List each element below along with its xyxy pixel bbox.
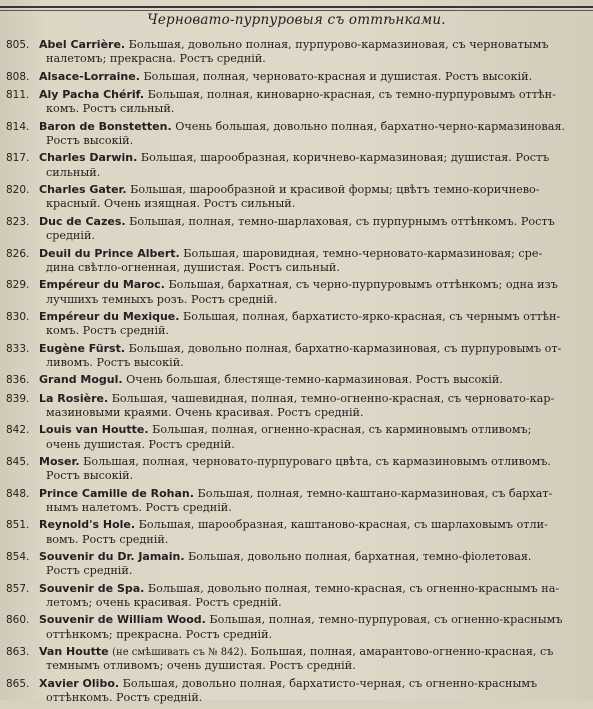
rose-name: Reynold's Hole. (39, 518, 136, 532)
entry-number: 805. (6, 39, 30, 51)
rose-entry (6, 518, 585, 546)
rose-entry (6, 487, 585, 515)
rose-entry (6, 582, 585, 610)
rose-name: La Rosière. (39, 391, 109, 405)
entry-continuation: налетомъ; прекрасна. Ростъ средній. (46, 52, 266, 66)
rose-name: Prince Camille de Rohan. (39, 486, 194, 500)
entry-continuation: ливомъ. Ростъ высокій. (46, 355, 184, 369)
rose-name: Xavier Olibo. (39, 676, 120, 690)
entry-description: Большая, довольно полная, бархатно-кармазиновая, съ пурпуровымъ от- (128, 341, 562, 355)
entry-description: Большая, полная, черновато-пурпуроваго цвѣта, съ кармазиновымъ отливомъ. (83, 455, 551, 469)
rose-entry (6, 455, 585, 483)
rose-name: Souvenir du Dr. Jamain. (39, 550, 185, 564)
entry-continuation: Ростъ высокій. (46, 134, 134, 148)
entry-number: 842. (6, 424, 30, 437)
rose-entry (6, 373, 585, 387)
rose-entry (6, 88, 585, 116)
entry-first-line (6, 645, 585, 659)
entry-continuation: летомъ; очень красивая. Ростъ средній. (46, 596, 282, 610)
section-heading: Черновато-пурпуровыя съ оттѣнками. (147, 12, 446, 28)
entry-note: (не смѣшивать съ № 842). (112, 647, 247, 659)
entry-first-line (6, 151, 585, 165)
rose-name: Empéreur du Mexique. (39, 309, 180, 323)
rose-name: Baron de Bonstetten. (39, 119, 172, 133)
rose-entry (6, 183, 585, 211)
entry-first-line (6, 342, 585, 356)
rose-name: Duc de Cazes. (39, 214, 126, 228)
entry-number: 830. (6, 310, 30, 323)
entry-continuation: оттѣнкомъ; прекрасна. Ростъ средній. (46, 627, 273, 641)
entry-number: 814. (6, 120, 30, 133)
entry-description: Большая, шарообразной и красивой формы; цвѣтъ темно-коричнево- (130, 183, 540, 197)
rose-name: Charles Gater. (39, 183, 127, 197)
entry-description: Большая, полная, темно-каштано-кармазиновая, съ бархат- (197, 486, 553, 500)
rose-name: Abel Carrière. (39, 38, 126, 51)
entry-number: 817. (6, 152, 30, 165)
rose-name: Alsace-Lorraine. (39, 69, 140, 83)
entry-number: 808. (6, 70, 30, 83)
entry-first-line (6, 455, 585, 469)
rose-entry (6, 247, 585, 275)
entry-number: 836. (6, 374, 30, 387)
rose-entry (6, 70, 585, 84)
entry-description: Очень большая, довольно полная, бархатно-черно-кармазиновая. (175, 119, 565, 133)
rose-name: Van Houtte (39, 645, 109, 659)
entry-number: 820. (6, 184, 30, 197)
rose-entry (6, 423, 585, 451)
entry-number: 854. (6, 551, 30, 564)
entry-description: Большая, полная, киноварно-красная, съ темно-пурпуровымъ оттѣн- (147, 88, 556, 102)
entry-first-line (6, 582, 585, 596)
rose-entry (6, 677, 585, 705)
entry-number: 833. (6, 342, 30, 355)
entry-description: Большая, полная, темно-шарлаховая, съ пурпурнымъ оттѣнкомъ. Ростъ (129, 214, 555, 228)
entry-continuation: очень душистая. Ростъ средній. (46, 437, 235, 451)
entry-number: 857. (6, 582, 30, 595)
entry-first-line (6, 613, 585, 627)
entry-continuation: нымъ налетомъ. Ростъ средній. (46, 501, 232, 515)
entry-number: 865. (6, 677, 30, 690)
entry-description: Большая, чашевидная, полная, темно-огненно-красная, съ черновато-кар- (111, 391, 555, 405)
rose-entry (6, 392, 585, 420)
rose-entry (6, 310, 585, 338)
top-rule (0, 6, 593, 8)
entry-first-line (6, 120, 585, 134)
entry-first-line (6, 487, 585, 501)
entry-number: 851. (6, 519, 30, 532)
entry-first-line (6, 677, 585, 691)
rose-name: Empéreur du Maroc. (39, 278, 165, 292)
entry-description: Большая, полная, черновато-красная и душистая. Ростъ высокій. (143, 69, 533, 83)
entry-description: Большая, довольно полная, бархатная, темно-фіолетовая. (188, 550, 532, 564)
rose-entry (6, 120, 585, 148)
rose-entry (6, 38, 585, 66)
entry-number: 823. (6, 215, 30, 228)
entry-continuation: темнымъ отливомъ; очень душистая. Ростъ средній. (46, 659, 356, 673)
entry-continuation: комъ. Ростъ сильный. (46, 102, 175, 116)
entry-continuation: красный. Очень изящная. Ростъ сильный. (46, 197, 296, 211)
entry-description: Большая, полная, темно-пурпуровая, съ огненно-краснымъ (209, 613, 563, 627)
entry-description: Большая, довольно полная, бархатисто-черная, съ огненно-краснымъ (122, 676, 538, 690)
entry-description: Большая, полная, бархатисто-ярко-красная, съ чернымъ оттѣн- (183, 309, 561, 323)
rose-name: Moser. (39, 455, 80, 469)
rose-entry (6, 342, 585, 370)
entry-description: Большая, довольно полная, темно-красная, съ огненно-краснымъ на- (147, 581, 560, 595)
entry-number: 829. (6, 279, 30, 292)
entry-number: 811. (6, 89, 30, 102)
entry-number: 848. (6, 487, 30, 500)
entry-first-line (6, 310, 585, 324)
entry-first-line (6, 550, 585, 564)
rose-entry (6, 151, 585, 179)
entry-first-line (6, 247, 585, 261)
entry-description: Большая, шарообразная, каштаново-красная, съ шарлаховымъ отли- (138, 518, 548, 532)
top-rule-thin (0, 10, 593, 11)
entry-number: 839. (6, 392, 30, 405)
entry-description: Большая, довольно полная, пурпурово-кармазиновая, съ черноватымъ (128, 38, 549, 51)
entry-continuation: лучшихъ темныхъ розъ. Ростъ средній. (46, 292, 278, 306)
entry-description: Очень большая, блестяще-темно-кармазиновая. Ростъ высокій. (126, 373, 503, 387)
entry-continuation: дина свѣтло-огненная, душистая. Ростъ сильный. (46, 260, 340, 274)
entry-continuation: комъ. Ростъ средній. (46, 324, 170, 338)
entry-number: 845. (6, 456, 30, 469)
entry-first-line (6, 278, 585, 292)
entry-continuation: сильный. (46, 165, 101, 179)
entry-continuation: оттѣнкомъ. Ростъ средній. (46, 691, 203, 705)
rose-entry (6, 613, 585, 641)
rose-name: Souvenir de Spa. (39, 581, 145, 595)
rose-name: Eugène Fürst. (39, 341, 126, 355)
rose-entry (6, 215, 585, 243)
rose-name: Grand Mogul. (39, 373, 123, 387)
entry-first-line (6, 423, 585, 437)
entry-description: Большая, полная, амарантово-огненно-красная, съ (250, 645, 554, 659)
entry-continuation: мазиновыми краями. Очень красивая. Ростъ средній. (46, 405, 364, 419)
entry-continuation: Ростъ высокій. (46, 469, 134, 483)
rose-name: Souvenir de William Wood. (39, 613, 206, 627)
entry-first-line (6, 38, 585, 52)
rose-name: Charles Darwin. (39, 151, 138, 165)
entry-description: Большая, шаровидная, темно-черновато-кармазиновая; сре- (183, 246, 543, 260)
entry-first-line (6, 215, 585, 229)
entry-continuation: вомъ. Ростъ средній. (46, 532, 169, 546)
entry-first-line (6, 392, 585, 406)
entry-continuation: Ростъ средній. (46, 564, 133, 578)
entry-first-line (6, 88, 585, 102)
entry-description: Большая, полная, огненно-красная, съ карминовымъ отливомъ; (152, 423, 532, 437)
rose-entry (6, 278, 585, 306)
rose-list (6, 38, 585, 709)
entry-first-line (6, 518, 585, 532)
entry-number: 826. (6, 247, 30, 260)
entry-first-line (6, 183, 585, 197)
rose-entry (6, 645, 585, 673)
rose-name: Louis van Houtte. (39, 423, 149, 437)
entry-first-line (6, 70, 585, 84)
entry-description: Большая, шарообразная, коричнево-кармазиновая; душистая. Ростъ (140, 151, 550, 165)
entry-number: 860. (6, 614, 30, 627)
rose-name: Aly Pacha Chérif. (39, 88, 144, 102)
rose-name: Deuil du Prince Albert. (39, 246, 180, 260)
entry-continuation: средній. (46, 229, 95, 243)
entry-description: Большая, бархатная, съ черно-пурпуровымъ оттѣнкомъ; одна изъ (168, 278, 558, 292)
rose-entry (6, 550, 585, 578)
entry-first-line (6, 373, 585, 387)
entry-number: 863. (6, 646, 30, 659)
